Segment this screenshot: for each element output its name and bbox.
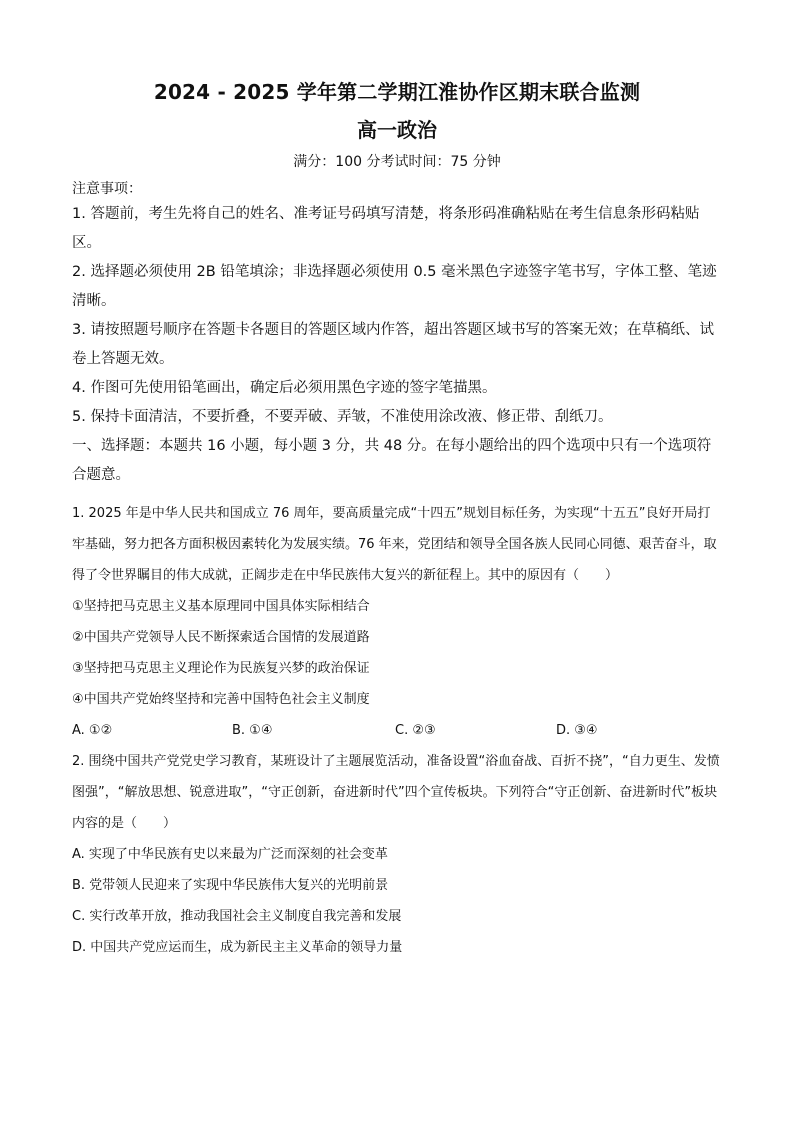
- section-heading: 一、选择题：本题共 16 小题，每小题 3 分，共 48 分。在每小题给出的四个选项中只有一个选项符合题意。: [72, 438, 712, 483]
- option-d: D. ③④: [556, 723, 598, 738]
- notice-item: 5. 保持卡面清洁，不要折叠，不要弄破、弄皱，不准使用涂改液、修正带、刮纸刀。: [72, 409, 613, 425]
- option-c: C. ②③: [395, 723, 436, 738]
- question-2: [72, 746, 722, 963]
- notice-item: 1. 答题前，考生先将自己的姓名、准考证号码填写清楚，将条形码准确粘贴在考生信息条形码粘贴区。: [72, 206, 700, 251]
- score-time-line: 满分：100 分考试时间：75 分钟: [293, 154, 501, 170]
- statement-item: ②中国共产党领导人民不断探索适合国情的发展道路: [72, 630, 370, 645]
- question-stem: 2. 围绕中国共产党党史学习教育，某班设计了主题展览活动，准备设置“浴血奋战、百折不挠”，“自力更生、发愤图强”，“解放思想、锐意进取”，“守正创新，奋进新时代”四个宣传板块。下列符合“守正创新、奋进新时代”板块内容的是（ ）: [72, 754, 720, 831]
- option-c: C. 实行改革开放，推动我国社会主义制度自我完善和发展: [72, 909, 402, 924]
- statement-item: ③坚持把马克思主义理论作为民族复兴梦的政治保证: [72, 661, 370, 676]
- exam-subject: 高一政治: [357, 118, 437, 142]
- notice-list: [72, 200, 722, 432]
- option-list: [72, 839, 722, 963]
- statement-item: ①坚持把马克思主义基本原理同中国具体实际相结合: [72, 599, 370, 614]
- option-d: D. 中国共产党应运而生，成为新民主主义革命的领导力量: [72, 940, 403, 955]
- notice-item: 2. 选择题必须使用 2B 铅笔填涂；非选择题必须使用 0.5 毫米黑色字迹签字笔书写，字体工整、笔迹清晰。: [72, 264, 717, 309]
- statement-list: [72, 591, 722, 715]
- notice-item: 3. 请按照题号顺序在答题卡各题目的答题区域内作答，超出答题区域书写的答案无效；在草稿纸、试卷上答题无效。: [72, 322, 714, 367]
- question-1: [72, 498, 722, 746]
- question-stem: 1. 2025 年是中华人民共和国成立 76 周年，要高质量完成“十四五”规划目标任务，为实现“十五五”良好开局打牢基础，努力把各方面积极因素转化为发展实绩。76 年来，党团结和领导全国各族人民同心同德、艰苦奋斗，取得了令世界瞩目的伟大成就，正阔步走在中华民族伟大复兴的新征程上。其中的原因有（ ）: [72, 506, 717, 583]
- notice-item: 4. 作图可先使用铅笔画出，确定后必须用黑色字迹的签字笔描黑。: [72, 380, 497, 396]
- statement-item: ④中国共产党始终坚持和完善中国特色社会主义制度: [72, 692, 370, 707]
- option-row: [72, 715, 722, 746]
- option-a: A. 实现了中华民族有史以来最为广泛而深刻的社会变革: [72, 847, 388, 862]
- notice-heading: 注意事项：: [72, 181, 142, 197]
- option-a: A. ①②: [72, 723, 113, 738]
- option-b: B. ①④: [232, 723, 273, 738]
- exam-title: 2024 - 2025 学年第二学期江淮协作区期末联合监测: [153, 80, 641, 104]
- option-b: B. 党带领人民迎来了实现中华民族伟大复兴的光明前景: [72, 878, 389, 893]
